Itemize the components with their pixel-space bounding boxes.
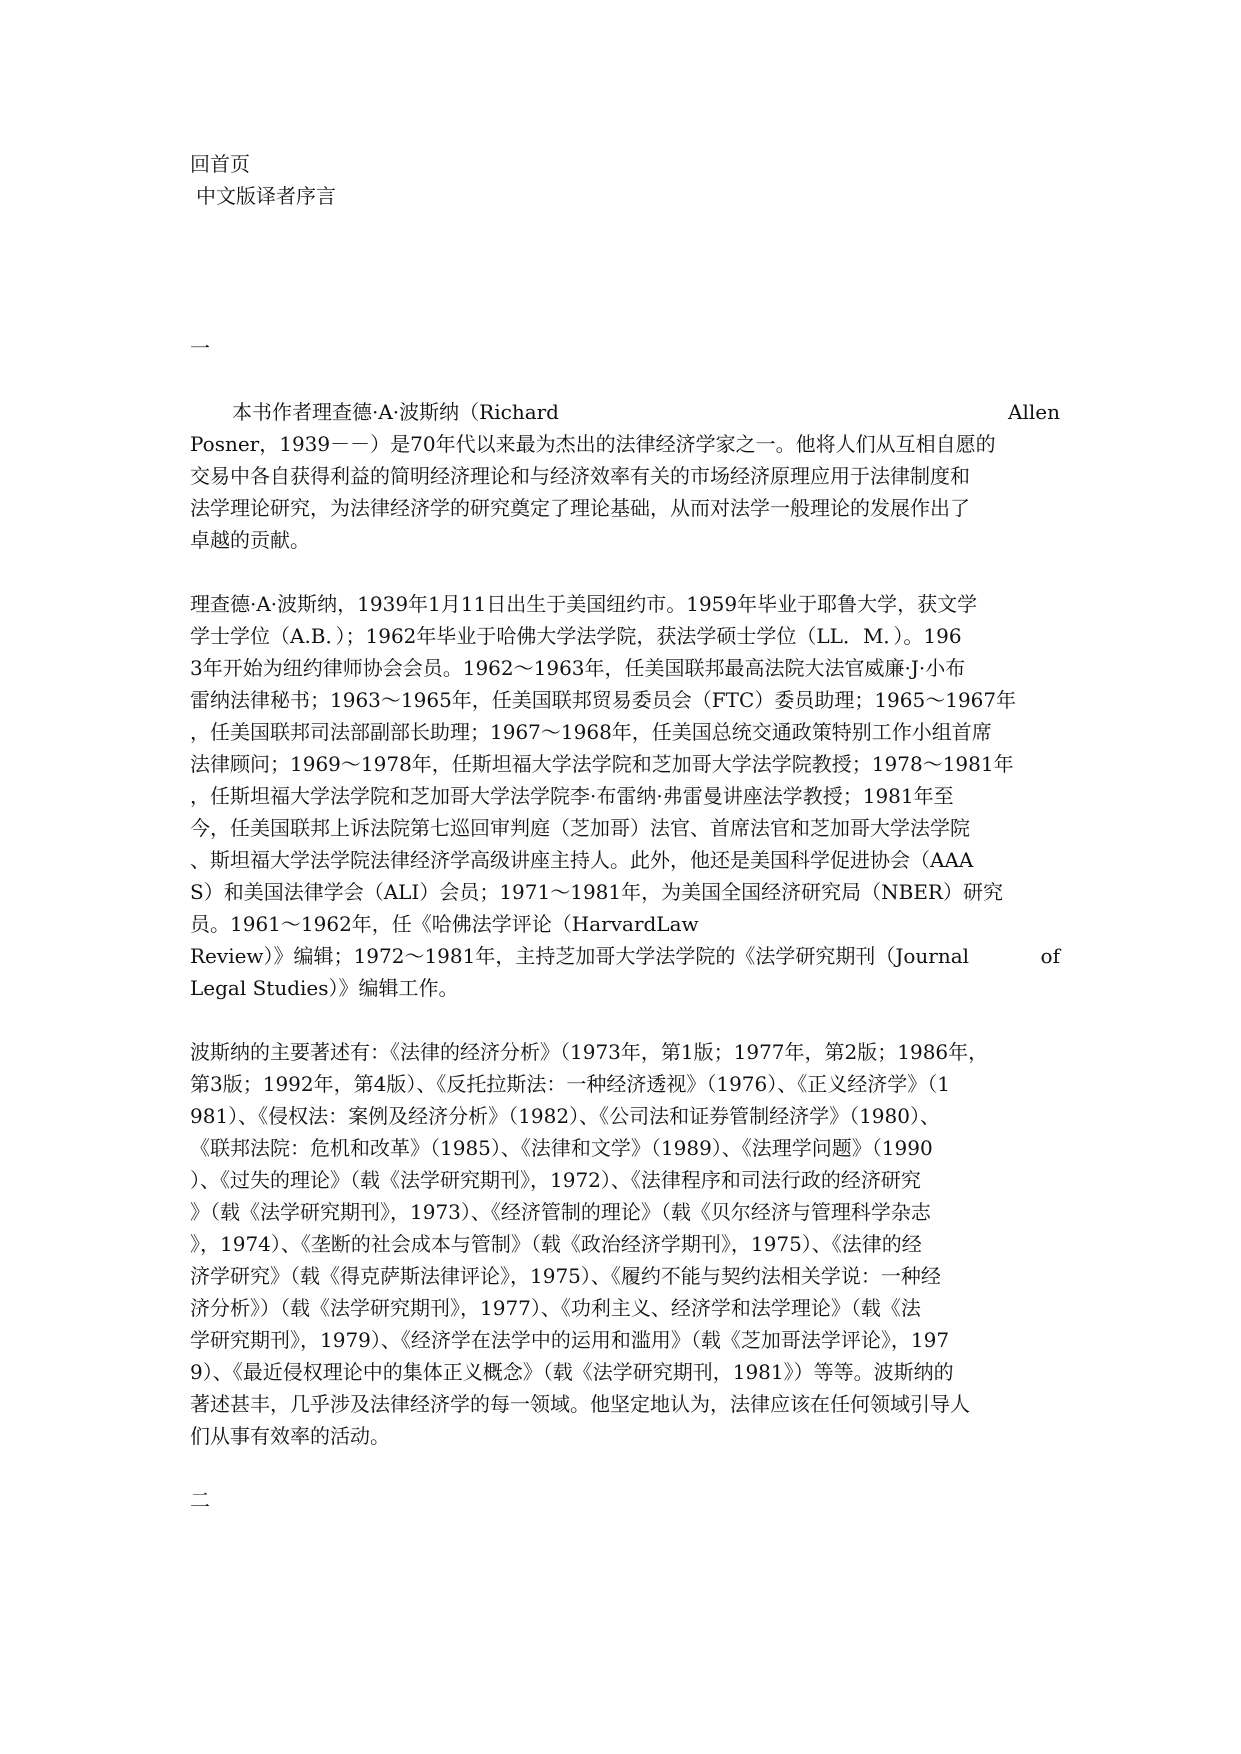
paragraph-line: 员。1961～1962年，任《哈佛法学评论（HarvardLaw [190,912,699,936]
paragraph-line: 著述甚丰，几乎涉及法律经济学的每一领域。他坚定地认为，法律应该在任何领域引导人 [190,1392,970,1416]
paragraph-line: 今，任美国联邦上诉法院第七巡回审判庭（芝加哥）法官、首席法官和芝加哥大学法学院 [190,816,970,840]
paragraph-line: 交易中各自获得利益的简明经济理论和与经济效率有关的市场经济原理应用于法律制度和 [190,464,970,488]
paragraph-line: 》，1974）、《垄断的社会成本与管制》（载《政治经济学期刊》，1975）、《法律的经 [190,1232,922,1256]
section-heading-2: 二 [190,1488,210,1512]
paragraph-biography [190,588,1060,1004]
spacer [190,1452,1060,1484]
paragraph-line: 济分析》）（载《法学研究期刊》，1977）、《功利主义、经济学和法学理论》（载《法 [190,1296,921,1320]
paragraph-line: 法律顾问；1969～1978年，任斯坦福大学法学院和芝加哥大学法学院教授；1978～1981年 [190,752,1014,776]
paragraph-line: 学研究期刊》，1979）、《经济学在法学中的运用和滥用》（载《芝加哥法学评论》，197 [190,1328,950,1352]
paragraph-line [190,940,1060,972]
paragraph-line-right: Allen [1008,400,1060,424]
paragraph-line: 第3版；1992年，第4版）、《反托拉斯法：一种经济透视》（1976）、《正义经济学》（1 [190,1072,950,1096]
paragraph-line [190,396,1060,428]
paragraph-line-left: 本书作者理查德·A·波斯纳（Richard [232,400,559,424]
paragraph-line-right: of [1040,944,1060,968]
paragraph-line: 卓越的贡献。 [190,528,310,552]
paragraph-line: 9）、《最近侵权理论中的集体正义概念》（载《法学研究期刊，1981》）等等。波斯纳的 [190,1360,954,1384]
paragraph-line: 3年开始为纽约律师协会会员。1962～1963年，任美国联邦最高法院大法官威廉·J·小布 [190,656,966,680]
paragraph-line: 学士学位（A.B．）；1962年毕业于哈佛大学法学院，获法学硕士学位（LL．M．）。196 [190,624,962,648]
home-link[interactable]: 回首页 [190,152,250,176]
paragraph-line: 、斯坦福大学法学院法律经济学高级讲座主持人。此外，他还是美国科学促进协会（AAA [190,848,974,872]
document-page [190,148,1060,1516]
paragraph-line: S）和美国法律学会（ALI）会员；1971～1981年，为美国全国经济研究局（NBER）研究 [190,880,1003,904]
document-subtitle: 中文版译者序言 [196,184,336,208]
paragraph-works [190,1036,1060,1452]
paragraph-line: Posner，1939－－）是70年代以来最为杰出的法律经济学家之一。他将人们从互相自愿的 [190,432,996,456]
paragraph-line-left: Review）》编辑；1972～1981年，主持芝加哥大学法学院的《法学研究期刊（Journal [190,944,970,968]
paragraph-line: 法学理论研究，为法律经济学的研究奠定了理论基础，从而对法学一般理论的发展作出了 [190,496,970,520]
paragraph-line: ，任美国联邦司法部副部长助理；1967～1968年，任美国总统交通政策特别工作小组首席 [190,720,992,744]
paragraph-line: ）、《过失的理论》（载《法学研究期刊》，1972）、《法律程序和司法行政的经济研究 [190,1168,921,1192]
paragraph-line: Legal Studies）》编辑工作。 [190,976,459,1000]
paragraph-intro [190,396,1060,556]
paragraph-line: 《联邦法院：危机和改革》（1985）、《法律和文学》（1989）、《法理学问题》（1990 [190,1136,933,1160]
spacer [190,364,1060,396]
paragraph-line: 济学研究》（载《得克萨斯法律评论》，1975）、《履约不能与契约法相关学说：一种经 [190,1264,941,1288]
paragraph-line: 雷纳法律秘书；1963～1965年，任美国联邦贸易委员会（FTC）委员助理；1965～1967年 [190,688,1017,712]
spacer [190,1004,1060,1036]
spacer [190,212,1060,332]
paragraph-line: 981）、《侵权法：案例及经济分析》（1982）、《公司法和证券管制经济学》（1980）、 [190,1104,940,1128]
paragraph-line: 》（载《法学研究期刊》，1973）、《经济管制的理论》（载《贝尔经济与管理科学杂志 [190,1200,931,1224]
section-heading-1: 一 [190,336,210,360]
paragraph-line: 理查德·A·波斯纳，1939年1月11日出生于美国纽约市。1959年毕业于耶鲁大学，获文学 [190,592,978,616]
paragraph-line: ，任斯坦福大学法学院和芝加哥大学法学院李·布雷纳·弗雷曼讲座法学教授；1981年至 [190,784,954,808]
spacer [190,556,1060,588]
paragraph-line: 波斯纳的主要著述有：《法律的经济分析》（1973年，第1版；1977年，第2版；1986年， [190,1040,989,1064]
paragraph-line: 们从事有效率的活动。 [190,1424,390,1448]
